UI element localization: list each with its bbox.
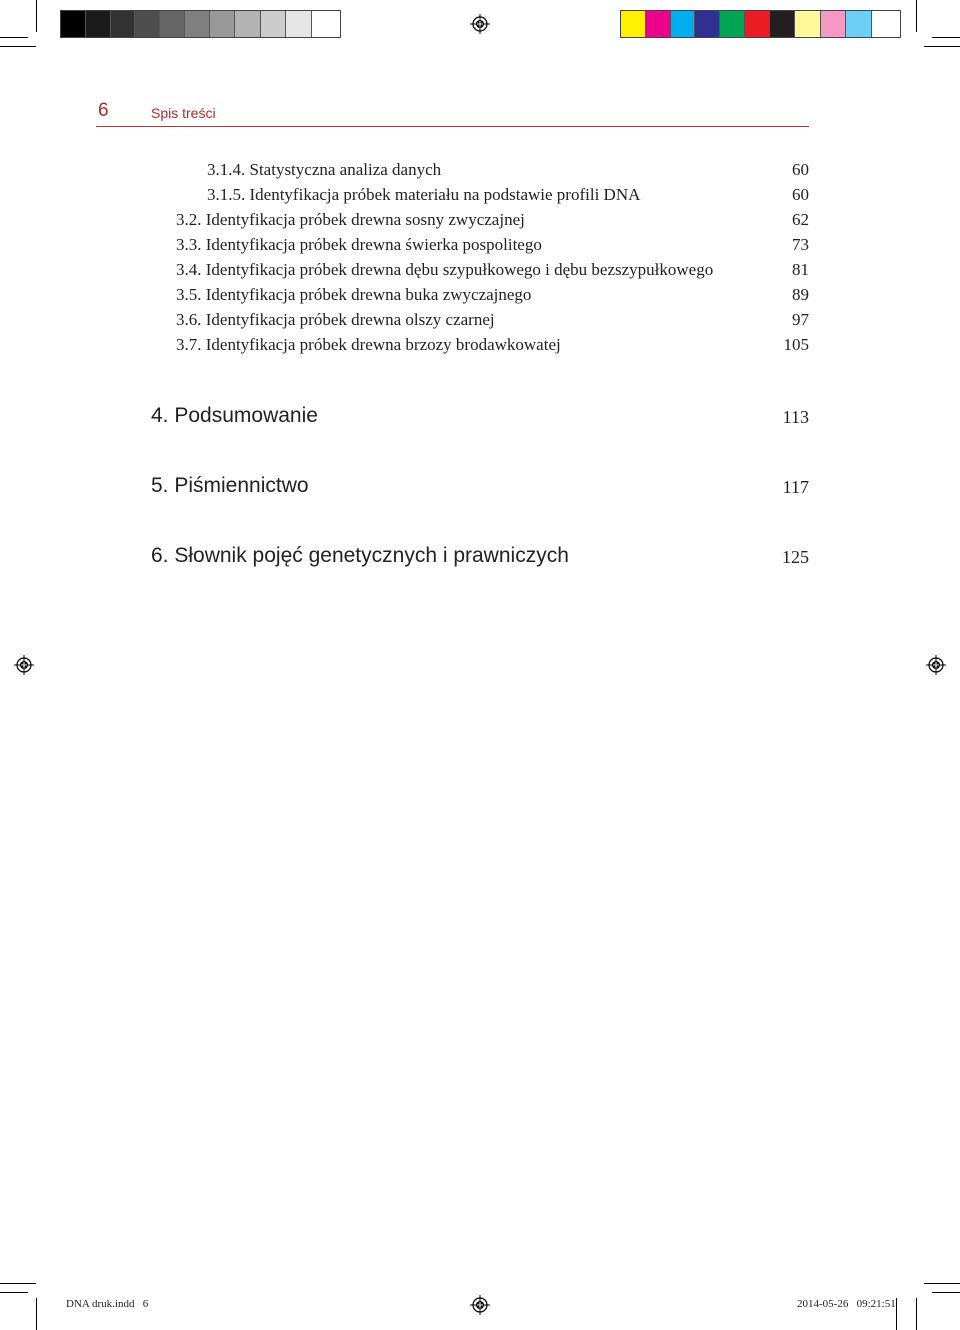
toc-chapter-page: 125	[782, 547, 809, 567]
gray-swatch	[111, 11, 136, 37]
toc-entry	[0, 310, 960, 334]
header-rule	[96, 126, 809, 127]
registration-mark-icon	[14, 655, 34, 675]
crop-mark	[916, 0, 917, 32]
gray-swatch	[261, 11, 287, 37]
crop-mark	[924, 1283, 960, 1284]
toc-chapter-label: 6. Słownik pojęć genetycznych i prawniczych	[151, 544, 569, 567]
gray-swatch	[160, 11, 185, 37]
toc-entry	[0, 160, 960, 184]
toc-entry-page: 60	[792, 185, 809, 204]
toc-entry-page: 73	[792, 235, 809, 254]
grayscale-color-bar	[60, 10, 341, 38]
color-swatch	[720, 11, 745, 37]
toc-chapter-label: 4. Podsumowanie	[151, 404, 318, 427]
gray-swatch	[135, 11, 160, 37]
section-title: Spis treści	[151, 105, 216, 121]
slug-file-name: DNA druk.indd 6	[66, 1298, 149, 1310]
gray-swatch	[312, 11, 340, 37]
gray-swatch	[210, 11, 235, 37]
gray-swatch	[61, 11, 86, 37]
gray-swatch	[235, 11, 261, 37]
crop-mark	[924, 46, 960, 47]
toc-entry-label: 3.2. Identyfikacja próbek drewna sosny zwyczajnej	[176, 210, 525, 229]
color-swatch	[872, 11, 900, 37]
crop-mark	[36, 0, 37, 32]
toc-entry-page: 62	[792, 210, 809, 229]
toc-entry	[0, 185, 960, 209]
crop-mark	[932, 37, 960, 38]
toc-chapter	[0, 544, 960, 574]
crop-mark	[0, 1283, 36, 1284]
color-swatch	[671, 11, 696, 37]
color-swatch	[846, 11, 872, 37]
toc-entry-page: 97	[792, 310, 809, 329]
color-swatch	[745, 11, 770, 37]
toc-entry-label: 3.5. Identyfikacja próbek drewna buka zwyczajnego	[176, 285, 532, 304]
crop-mark	[36, 1298, 37, 1330]
toc-entry-label: 3.1.4. Statystyczna analiza danych	[207, 160, 442, 179]
toc-chapter	[0, 474, 960, 504]
crop-mark	[0, 46, 36, 47]
color-swatch	[821, 11, 847, 37]
registration-mark-icon	[926, 655, 946, 675]
gray-swatch	[286, 11, 312, 37]
gray-swatch	[86, 11, 111, 37]
crop-mark	[0, 37, 28, 38]
toc-entry-page: 89	[792, 285, 809, 304]
toc-chapter-page: 117	[782, 477, 809, 497]
toc-entry-label: 3.3. Identyfikacja próbek drewna świerka pospolitego	[176, 235, 542, 254]
toc-entry-page: 60	[792, 160, 809, 179]
crop-mark	[916, 1298, 917, 1330]
toc-entry	[0, 235, 960, 259]
toc-entry	[0, 335, 960, 359]
toc-entry	[0, 260, 960, 284]
color-swatch	[646, 11, 671, 37]
toc-entry-label: 3.4. Identyfikacja próbek drewna dębu szypułkowego i dębu bezszypułkowego	[176, 260, 714, 279]
toc-chapter-label: 5. Piśmiennictwo	[151, 474, 309, 497]
toc-entry-label: 3.1.5. Identyfikacja próbek materiału na podstawie profili DNA	[207, 185, 641, 204]
toc-entry-page: 81	[792, 260, 809, 279]
color-swatch	[795, 11, 821, 37]
toc-entry	[0, 210, 960, 234]
crop-mark	[896, 1298, 897, 1330]
toc-entry-label: 3.6. Identyfikacja próbek drewna olszy czarnej	[176, 310, 495, 329]
crop-mark	[932, 1292, 960, 1293]
page-number: 6	[98, 100, 109, 121]
toc-entry	[0, 285, 960, 309]
gray-swatch	[185, 11, 210, 37]
registration-mark-icon	[470, 14, 490, 34]
slug-timestamp: 2014-05-26 09:21:51	[797, 1298, 896, 1310]
color-swatch	[621, 11, 646, 37]
color-swatch	[695, 11, 720, 37]
registration-mark-icon	[470, 1295, 490, 1315]
toc-chapter	[0, 404, 960, 434]
toc-entry-page: 105	[783, 335, 809, 354]
toc-chapter-page: 113	[782, 407, 809, 427]
toc-entry-label: 3.7. Identyfikacja próbek drewna brzozy brodawkowatej	[176, 335, 561, 354]
crop-mark	[0, 1292, 28, 1293]
process-color-bar	[620, 10, 901, 38]
color-swatch	[770, 11, 795, 37]
